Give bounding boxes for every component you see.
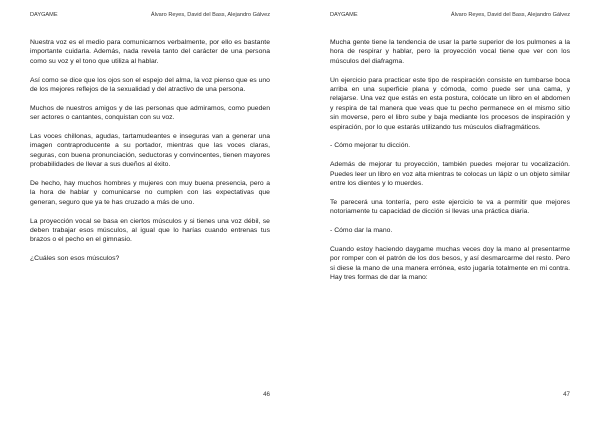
- right-page-number: 47: [563, 391, 570, 398]
- left-header-book-title: DAYGAME: [30, 12, 58, 18]
- right-paragraph-1: Mucha gente tiene la tendencia de usar la parte superior de los pulmones a la hora de respirar y hablar, pero la proyección vocal tiene que ver con los músculos del diafragma.: [330, 39, 570, 65]
- right-subheading-diction: - Cómo mejorar tu dicción.: [330, 142, 411, 150]
- right-header-book-title: DAYGAME: [330, 12, 358, 18]
- right-page-header: [330, 12, 570, 24]
- left-page-header: [30, 12, 270, 24]
- left-paragraph-6: La proyección vocal se basa en ciertos músculos y si tienes una voz débil, se deben trabajar esos músculos, al igual que lo harías cuando entrenas tus brazos o el pecho en el gimnasio.: [30, 217, 270, 244]
- left-page-number: 46: [263, 391, 270, 398]
- right-paragraph-3: Además de mejorar tu proyección, también puedes mejorar tu vocalización. Puedes leer un libro en voz alta mientras te colocas un lápiz o un objeto similar entre los dientes y lo muerdes.: [330, 161, 570, 188]
- right-page-body: [330, 38, 570, 282]
- left-paragraph-2: Así como se dice que los ojos son el espejo del alma, la voz pienso que es uno de los mejores reflejos de la sexualidad y del atractivo de una persona.: [30, 76, 270, 94]
- left-paragraph-1: Nuestra voz es el medio para comunicarnos verbalmente, por ello es bastante importante cuidarla. Además, nada revela tanto del carácter de una persona como su voz y el tono que utiliza al hablar.: [30, 39, 270, 65]
- right-page: [300, 0, 600, 425]
- left-paragraph-5: De hecho, hay muchos hombres y mujeres con muy buena presencia, pero a la hora de hablar y comunicarse no cumplen con las expectativas que generan, seguro que ya te has cruzado a más de uno.: [30, 180, 270, 206]
- left-paragraph-3: Muchos de nuestros amigos y de las personas que admiramos, como pueden ser actores o cantantes, conquistan con su voz.: [30, 104, 270, 122]
- left-paragraph-7: ¿Cuáles son esos músculos?: [30, 255, 120, 263]
- right-paragraph-2: Un ejercicio para practicar este tipo de respiración consiste en tumbarse boca arriba en una superficie plana y cómoda, como puede ser una cama, y relajarse. Una vez que estás en esta postura, colócate un libro en el abdomen y respira de tal manera que veas que tu pecho permanece en el mismo sitio sin moverse, pero el libro sube y baja mediante los procesos de inspiración y espiración, por lo que estarás utilizando tus músculos diafragmáticos.: [330, 76, 570, 131]
- right-paragraph-5: Cuando estoy haciendo daygame muchas veces doy la mano al presentarme por romper con el patrón de los dos besos, y así desmarcarme del resto. Pero si diese la mano de una manera errónea, esto jugaría totalmente en mi contra. Hay tres formas de dar la mano:: [330, 245, 570, 282]
- left-paragraph-4: Las voces chillonas, agudas, tartamudeantes e inseguras van a generar una imagen contraproducente a su portador, mientras que las voces claras, seguras, con buena pronunciación, seductoras y convincentes, tienen mayores probabilidades de llevar a sus dueños al éxito.: [30, 133, 270, 169]
- right-subheading-handshake: - Cómo dar la mano.: [330, 227, 393, 235]
- left-page-body: [30, 38, 270, 264]
- right-header-authors: Álvaro Reyes, David del Bass, Alejandro Gálvez: [450, 12, 570, 18]
- right-paragraph-4: Te parecerá una tontería, pero este ejercicio te va a permitir que mejores notoriamente tu capacidad de dicción si llevas una práctica diaria.: [330, 198, 570, 216]
- left-header-authors: Álvaro Reyes, David del Bass, Alejandro Gálvez: [150, 12, 270, 18]
